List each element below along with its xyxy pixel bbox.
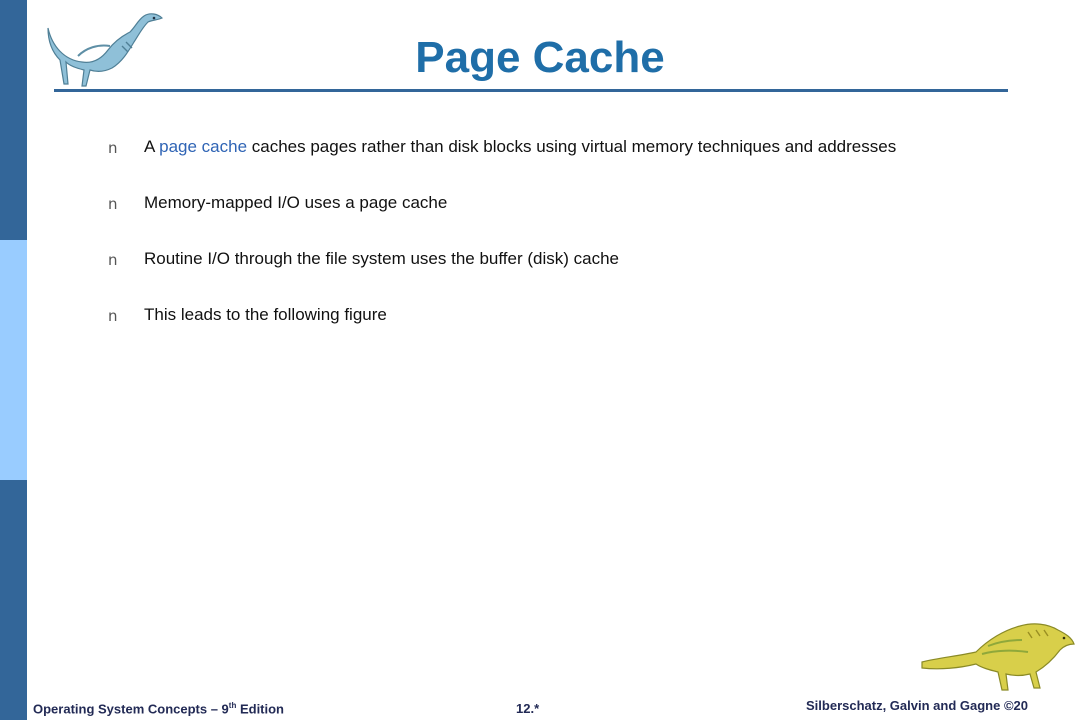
title-divider — [54, 89, 1008, 92]
sidebar-band-bottom — [0, 480, 27, 720]
footer-copyright: Silberschatz, Galvin and Gagne ©20 — [806, 698, 1028, 713]
list-item — [0, 248, 1000, 272]
bullet-text: Memory-mapped I/O uses a page cache — [144, 193, 448, 212]
bullet-marker: n — [108, 139, 118, 157]
bullet-marker: n — [108, 307, 118, 325]
bullet-marker: n — [108, 195, 118, 213]
footer-book-suffix: Edition — [236, 701, 285, 717]
bullet-text: This leads to the following figure — [144, 305, 387, 324]
slide-number: 12.* — [516, 701, 540, 716]
bullet-text: Routine I/O through the file system uses the buffer (disk) cache — [144, 249, 619, 268]
list-item — [0, 136, 1000, 160]
footer-book-prefix: Operating System Concepts – 9 — [33, 701, 229, 717]
footer-edition-superscript: th — [228, 701, 237, 710]
list-item — [0, 192, 1000, 216]
bullet-text — [144, 136, 896, 158]
bullet-text-post: caches pages rather than disk blocks using virtual memory techniques and addresses — [247, 137, 897, 156]
list-item — [0, 304, 1000, 328]
bullet-text-pre: A — [144, 137, 160, 156]
dinosaur-icon — [918, 618, 1076, 696]
bullet-marker: n — [108, 251, 118, 269]
page-title: Page Cache — [415, 33, 665, 82]
highlighted-term: page cache — [159, 137, 248, 156]
footer-book-title — [33, 701, 284, 716]
left-sidebar — [0, 0, 27, 720]
sidebar-band-middle — [0, 240, 27, 480]
